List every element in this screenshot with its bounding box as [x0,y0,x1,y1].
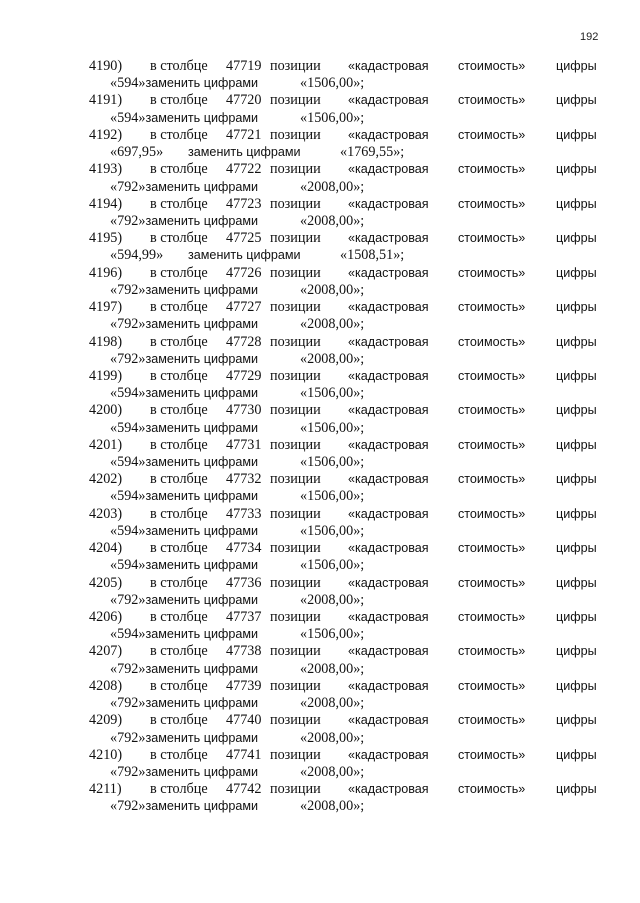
amendment-line-1 [0,196,640,213]
column-number: 47736 [226,574,262,591]
column-word: в столбце [150,746,208,763]
amendment-line-2 [0,110,640,127]
amendment-line-1 [0,609,640,626]
digits-word: цифры [556,678,597,693]
amendment-line-1 [0,299,640,316]
digits-word: цифры [556,541,597,556]
position-word: позиции [270,436,321,453]
amendment-line-1 [0,506,640,523]
column-number: 47722 [226,161,262,178]
amendment-line-1 [0,575,640,592]
cost-word: стоимость» [458,575,526,590]
digits-word: цифры [556,334,597,349]
cadastral-word: «кадастровая [348,93,429,108]
amendment-line-1 [0,58,640,75]
column-word: в столбце [150,781,208,798]
cadastral-word: «кадастровая [348,334,429,349]
digits-word: цифры [556,127,597,142]
digits-word: цифры [556,644,597,659]
amendment-line-1 [0,265,640,282]
amendment-item [0,230,640,264]
amendment-item [0,747,640,781]
cost-word: стоимость» [458,196,526,211]
cadastral-word: «кадастровая [348,782,429,797]
new-value: «1506,00»; [300,454,365,470]
replace-phrase: заменить цифрами [145,420,259,435]
replace-phrase: заменить цифрами [145,110,259,125]
amendment-line-2 [0,179,640,196]
digits-word: цифры [556,437,597,452]
new-value: «2008,00»; [300,660,365,677]
cadastral-word: «кадастровая [348,678,429,693]
amendment-item [0,196,640,230]
item-number: 4202) [89,471,123,488]
amendment-item [0,127,640,161]
new-value: «1506,00»; [300,109,365,126]
old-value: «594» [110,109,146,126]
column-number: 47720 [226,92,262,109]
column-word: в столбце [150,264,208,281]
new-value: «2008,00»; [300,281,365,298]
replace-phrase: заменить цифрами [145,592,259,607]
cadastral-word: «кадастровая [348,644,429,659]
amendment-line-2 [0,454,640,471]
position-word: позиции [270,505,321,522]
cadastral-word: «кадастровая [348,747,429,762]
position-word: позиции [270,781,321,798]
digits-word: цифры [556,575,597,590]
cadastral-word: «кадастровая [348,231,429,246]
position-word: позиции [270,643,321,660]
column-number: 47741 [226,746,262,763]
old-value: «792» [110,763,146,780]
cadastral-word: «кадастровая [348,368,429,383]
cadastral-word: «кадастровая [348,472,429,487]
new-value: «1506,00»; [300,75,365,92]
item-number: 4210) [89,746,123,763]
amendment-item [0,643,640,677]
digits-word: цифры [556,196,597,211]
old-value: «594» [110,488,146,505]
amendment-line-2 [0,488,640,505]
cost-word: стоимость» [458,506,526,521]
cost-word: стоимость» [458,437,526,452]
item-number: 4193) [89,161,123,178]
cost-word: стоимость» [458,93,526,108]
cost-word: стоимость» [458,162,526,177]
column-word: в столбце [150,195,208,212]
position-word: позиции [270,58,321,74]
new-value: «1506,00»; [300,626,365,643]
digits-word: цифры [556,300,597,315]
cost-word: стоимость» [458,368,526,383]
item-number: 4198) [89,333,123,350]
amendment-item [0,368,640,402]
column-number: 47731 [226,436,262,453]
cadastral-word: «кадастровая [348,300,429,315]
replace-phrase: заменить цифрами [145,799,259,814]
column-word: в столбце [150,436,208,453]
amendment-line-1 [0,678,640,695]
amendment-item [0,92,640,126]
position-word: позиции [270,299,321,316]
new-value: «1506,00»; [300,385,365,402]
amendment-item [0,678,640,712]
amendment-line-1 [0,437,640,454]
column-word: в столбце [150,161,208,178]
column-word: в столбце [150,643,208,660]
old-value: «594» [110,454,146,470]
cadastral-word: «кадастровая [348,265,429,280]
position-word: позиции [270,161,321,178]
amendment-item [0,575,640,609]
amendment-item [0,471,640,505]
item-number: 4200) [89,402,123,419]
new-value: «2008,00»; [300,178,365,195]
amendment-line-2 [0,764,640,781]
old-value: «792» [110,212,146,229]
column-number: 47734 [226,540,262,557]
replace-phrase: заменить цифрами [188,248,301,263]
position-word: позиции [270,540,321,557]
item-number: 4206) [89,609,123,625]
cost-word: стоимость» [458,678,526,693]
amendment-line-1 [0,712,640,729]
replace-phrase: заменить цифрами [188,145,301,160]
cost-word: стоимость» [458,403,526,418]
position-word: позиции [270,712,321,729]
cost-word: стоимость» [458,265,526,280]
cost-word: стоимость» [458,231,526,246]
amendment-line-2 [0,420,640,437]
new-value: «1506,00»; [300,522,365,539]
new-value: «2008,00»; [300,798,365,815]
amendment-line-2 [0,316,640,333]
cadastral-word: «кадастровая [348,437,429,452]
amendment-line-2 [0,661,640,678]
amendment-line-2 [0,385,640,402]
amendment-line-2 [0,144,640,161]
item-number: 4194) [89,195,123,212]
column-word: в столбце [150,402,208,419]
item-number: 4191) [89,92,123,109]
item-number: 4196) [89,264,123,281]
replace-phrase: заменить цифрами [145,213,259,228]
position-word: позиции [270,471,321,488]
column-number: 47738 [226,643,262,660]
amendment-line-2 [0,730,640,747]
amendment-item [0,609,640,643]
item-number: 4211) [89,781,122,798]
new-value: «2008,00»; [300,350,365,367]
cost-word: стоимость» [458,334,526,349]
cost-word: стоимость» [458,713,526,728]
position-word: позиции [270,677,321,694]
amendment-line-1 [0,540,640,557]
amendment-item [0,58,640,92]
old-value: «792» [110,591,146,608]
cadastral-word: «кадастровая [348,162,429,177]
amendment-line-1 [0,92,640,109]
amendment-line-1 [0,368,640,385]
amendment-line-2 [0,626,640,643]
column-word: в столбце [150,677,208,694]
cadastral-word: «кадастровая [348,541,429,556]
item-number: 4199) [89,367,123,384]
old-value: «792» [110,660,146,677]
column-number: 47742 [226,781,262,798]
position-word: позиции [270,333,321,350]
amendment-item [0,299,640,333]
digits-word: цифры [556,747,597,762]
column-number: 47728 [226,333,262,350]
replace-phrase: заменить цифрами [145,489,259,504]
amendment-line-1 [0,747,640,764]
column-number: 47732 [226,471,262,488]
amendment-line-2 [0,247,640,264]
column-number: 47725 [226,230,262,247]
amendment-line-2 [0,798,640,815]
item-number: 4203) [89,505,123,522]
item-number: 4209) [89,712,123,729]
digits-word: цифры [556,713,597,728]
item-number: 4204) [89,540,123,557]
amendment-line-1 [0,161,640,178]
amendment-item [0,506,640,540]
position-word: позиции [270,746,321,763]
replace-phrase: заменить цифрами [145,317,259,332]
new-value: «1508,51»; [340,247,405,264]
old-value: «792» [110,695,146,712]
digits-word: цифры [556,162,597,177]
old-value: «792» [110,178,146,195]
amendment-item [0,334,640,368]
replace-phrase: заменить цифрами [145,76,259,91]
cost-word: стоимость» [458,782,526,797]
digits-word: цифры [556,368,597,383]
cost-word: стоимость» [458,644,526,659]
position-word: позиции [270,264,321,281]
amendment-line-1 [0,334,640,351]
column-number: 47739 [226,677,262,694]
amendment-line-2 [0,695,640,712]
digits-word: цифры [556,231,597,246]
column-word: в столбце [150,58,208,74]
amendment-line-1 [0,471,640,488]
amendment-item [0,161,640,195]
position-word: позиции [270,195,321,212]
column-number: 47729 [226,367,262,384]
old-value: «594» [110,419,146,436]
amendment-line-2 [0,592,640,609]
amendment-line-2 [0,282,640,299]
digits-word: цифры [556,93,597,108]
old-value: «792» [110,798,146,815]
amendment-line-2 [0,213,640,230]
cadastral-word: «кадастровая [348,575,429,590]
new-value: «1506,00»; [300,488,365,505]
amendment-item [0,437,640,471]
amendments-list [0,58,640,816]
column-word: в столбце [150,540,208,557]
cost-word: стоимость» [458,127,526,142]
column-word: в столбце [150,126,208,143]
new-value: «2008,00»; [300,212,365,229]
replace-phrase: заменить цифрами [145,351,259,366]
cost-word: стоимость» [458,472,526,487]
column-word: в столбце [150,574,208,591]
amendment-item [0,712,640,746]
new-value: «2008,00»; [300,316,365,333]
item-number: 4208) [89,677,123,694]
new-value: «2008,00»; [300,729,365,746]
item-number: 4207) [89,643,123,660]
column-word: в столбце [150,230,208,247]
cost-word: стоимость» [458,541,526,556]
digits-word: цифры [556,610,597,624]
old-value: «792» [110,316,146,333]
amendment-line-2 [0,523,640,540]
digits-word: цифры [556,782,597,797]
item-number: 4205) [89,574,123,591]
cadastral-word: «кадастровая [348,610,429,624]
cadastral-word: «кадастровая [348,196,429,211]
replace-phrase: заменить цифрами [145,558,259,573]
column-number: 47721 [226,126,262,143]
column-word: в столбце [150,471,208,488]
position-word: позиции [270,609,321,625]
new-value: «1769,55»; [340,144,405,161]
column-number: 47730 [226,402,262,419]
item-number: 4190) [89,58,123,74]
position-word: позиции [270,402,321,419]
replace-phrase: заменить цифрами [145,730,259,745]
column-number: 47737 [226,609,262,625]
new-value: «1506,00»; [300,419,365,436]
replace-phrase: заменить цифрами [145,661,259,676]
item-number: 4192) [89,126,123,143]
amendment-item [0,540,640,574]
old-value: «792» [110,350,146,367]
old-value: «594» [110,626,146,643]
amendment-line-2 [0,351,640,368]
cost-word: стоимость» [458,59,526,73]
position-word: позиции [270,367,321,384]
cadastral-word: «кадастровая [348,713,429,728]
cadastral-word: «кадастровая [348,127,429,142]
amendment-line-1 [0,230,640,247]
item-number: 4197) [89,299,123,316]
column-number: 47740 [226,712,262,729]
amendment-item [0,402,640,436]
digits-word: цифры [556,472,597,487]
amendment-item [0,781,640,815]
amendment-line-2 [0,557,640,574]
amendment-line-1 [0,781,640,798]
amendment-line-2 [0,75,640,92]
new-value: «2008,00»; [300,763,365,780]
column-word: в столбце [150,92,208,109]
column-number: 47719 [226,58,262,74]
position-word: позиции [270,574,321,591]
old-value: «594» [110,557,146,574]
cost-word: стоимость» [458,747,526,762]
column-word: в столбце [150,367,208,384]
new-value: «2008,00»; [300,591,365,608]
amendment-item [0,265,640,299]
old-value: «594» [110,522,146,539]
position-word: позиции [270,92,321,109]
cadastral-word: «кадастровая [348,59,429,73]
column-word: в столбце [150,505,208,522]
replace-phrase: заменить цифрами [145,455,259,469]
cadastral-word: «кадастровая [348,506,429,521]
column-word: в столбце [150,609,208,625]
old-value: «594» [110,75,146,92]
column-word: в столбце [150,712,208,729]
digits-word: цифры [556,506,597,521]
replace-phrase: заменить цифрами [145,282,259,297]
cost-word: стоимость» [458,610,526,624]
old-value: «594» [110,385,146,402]
replace-phrase: заменить цифрами [145,179,259,194]
replace-phrase: заменить цифрами [145,696,259,711]
item-number: 4201) [89,436,123,453]
column-word: в столбце [150,333,208,350]
amendment-line-1 [0,402,640,419]
old-value: «594,99» [110,247,164,264]
position-word: позиции [270,126,321,143]
replace-phrase: заменить цифрами [145,627,259,642]
column-number: 47726 [226,264,262,281]
new-value: «2008,00»; [300,695,365,712]
replace-phrase: заменить цифрами [145,386,259,401]
position-word: позиции [270,230,321,247]
page-number: 192 [580,31,599,43]
item-number: 4195) [89,230,123,247]
old-value: «792» [110,281,146,298]
column-word: в столбце [150,299,208,316]
new-value: «1506,00»; [300,557,365,574]
column-number: 47727 [226,299,262,316]
column-number: 47723 [226,195,262,212]
digits-word: цифры [556,403,597,418]
amendment-line-1 [0,127,640,144]
replace-phrase: заменить цифрами [145,523,259,538]
cost-word: стоимость» [458,300,526,315]
column-number: 47733 [226,505,262,522]
digits-word: цифры [556,59,597,73]
old-value: «697,95» [110,144,164,161]
digits-word: цифры [556,265,597,280]
cadastral-word: «кадастровая [348,403,429,418]
old-value: «792» [110,729,146,746]
amendment-line-1 [0,643,640,660]
replace-phrase: заменить цифрами [145,764,259,779]
